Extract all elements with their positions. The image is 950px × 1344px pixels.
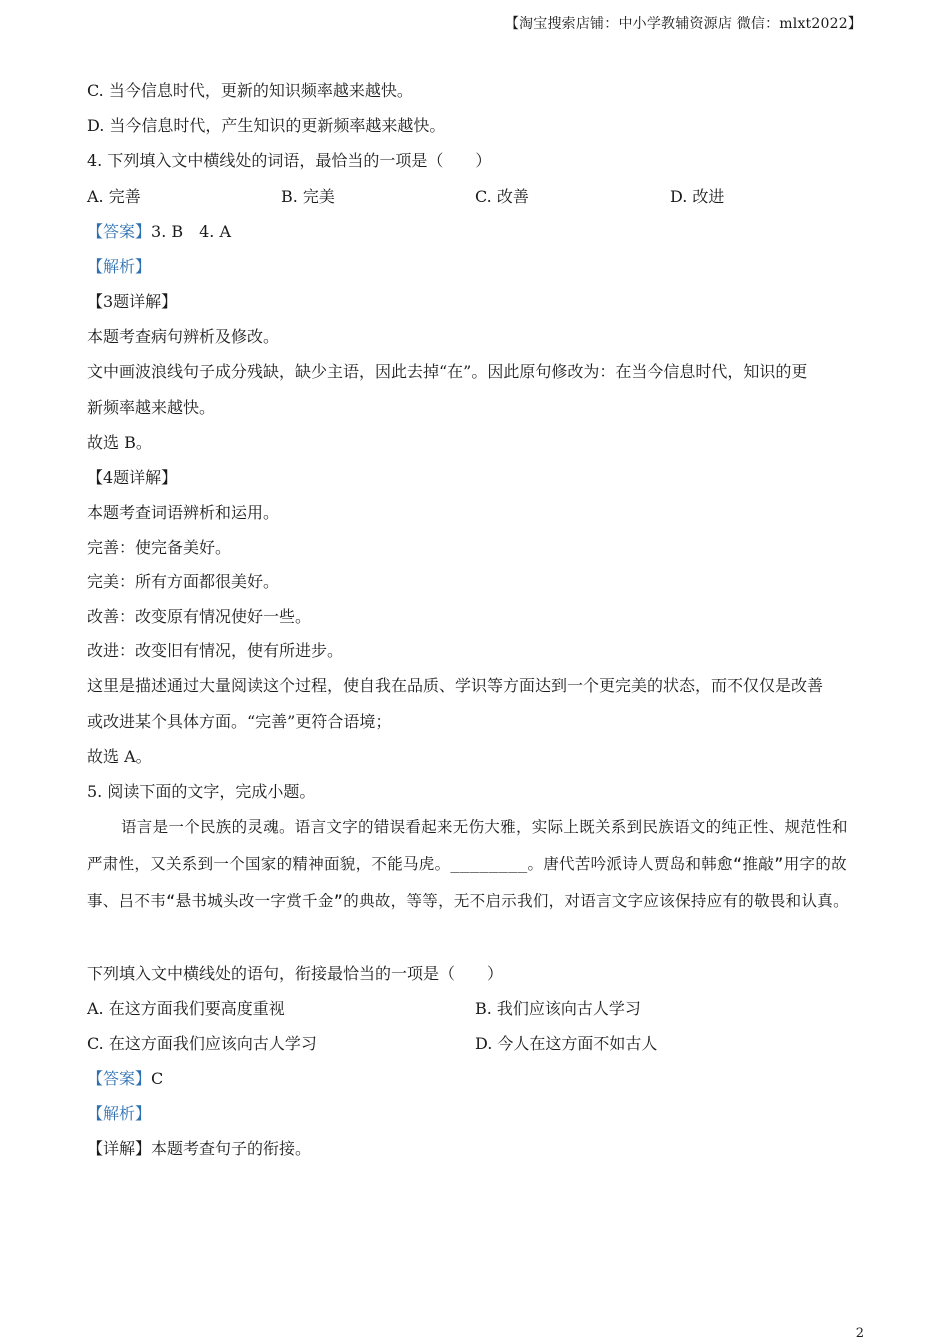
q4-option-d: D. 改进 [670, 187, 725, 206]
answer-tag: 【答案】 [87, 222, 152, 241]
q5-detail: 【详解】本题考查句子的衔接。 [87, 1139, 312, 1158]
q4-explanation-6: 这里是描述通过大量阅读这个过程，使自我在品质、学识等方面达到一个更完美的状态，而不仅仅是改善 [87, 676, 824, 695]
q3-explanation-2: 文中画波浪线句子成分残缺，缺少主语，因此去掉“在”。因此原句修改为：在当今信息时代，知识的更 [87, 362, 808, 381]
answer-text-2: C [151, 1069, 164, 1088]
answer-line-1 [87, 222, 231, 242]
analysis-tag: 【解析】 [87, 257, 152, 276]
answer-tag-2: 【答案】 [87, 1069, 152, 1088]
q5-option-b: B. 我们应该向古人学习 [475, 999, 641, 1018]
analysis-tag-2: 【解析】 [87, 1104, 152, 1123]
q5-passage [87, 809, 862, 920]
page-number: 2 [855, 1326, 864, 1341]
q4-option-b: B. 完美 [281, 187, 335, 206]
answer-text: 3. B 4. A [151, 222, 232, 241]
q3-conclusion: 故选 B。 [87, 433, 152, 452]
q4-detail-heading: 【4题详解】 [87, 468, 178, 487]
q4-conclusion: 故选 A。 [87, 747, 152, 766]
q5-option-c: C. 在这方面我们应该向古人学习 [87, 1034, 317, 1053]
q5-option-a: A. 在这方面我们要高度重视 [87, 999, 285, 1018]
q3-option-d: D. 当今信息时代，产生知识的更新频率越来越快。 [87, 116, 446, 135]
q4-stem: 4. 下列填入文中横线处的词语，最恰当的一项是（ ） [87, 151, 492, 170]
q4-option-a: A. 完善 [87, 187, 141, 206]
q5-option-d: D. 今人在这方面不如古人 [475, 1034, 658, 1053]
q5-stem: 5. 阅读下面的文字，完成小题。 [87, 782, 316, 801]
q4-explanation-2: 完善：使完备美好。 [87, 538, 232, 557]
q5-passage-text: 语言是一个民族的灵魂。语言文字的错误看起来无伤大雅，实际上既关系到民族语文的纯正性、规范性和严肃性，又关系到一个国家的精神面貌，不能马虎。________。唐代苦吟派诗人贾岛和韩愈“推敲”用字的故事、吕不韦“悬书城头改一字赏千金”的典故，等等，无不启示我们，对语言文字应该保持应有的敬畏和认真。 [87, 818, 849, 910]
page-header: 【淘宝搜索店铺：中小学教辅资源店 微信：mlxt2022】 [504, 16, 862, 32]
q4-explanation-4: 改善：改变原有情况使好一些。 [87, 607, 312, 626]
q3-explanation-1: 本题考查病句辨析及修改。 [87, 327, 280, 346]
q4-explanation-1: 本题考查词语辨析和运用。 [87, 503, 280, 522]
q3-explanation-3: 新频率越来越快。 [87, 398, 216, 417]
q4-explanation-7: 或改进某个具体方面。“完善”更符合语境； [87, 712, 392, 731]
q3-option-c: C. 当今信息时代，更新的知识频率越来越快。 [87, 81, 413, 100]
q4-option-c: C. 改善 [475, 187, 529, 206]
q4-explanation-3: 完美：所有方面都很美好。 [87, 572, 280, 591]
q5-question: 下列填入文中横线处的语句，衔接最恰当的一项是（ ） [87, 964, 504, 983]
q3-detail-heading: 【3题详解】 [87, 292, 178, 311]
answer-line-2 [87, 1069, 163, 1089]
q4-explanation-5: 改进：改变旧有情况，使有所进步。 [87, 641, 344, 660]
